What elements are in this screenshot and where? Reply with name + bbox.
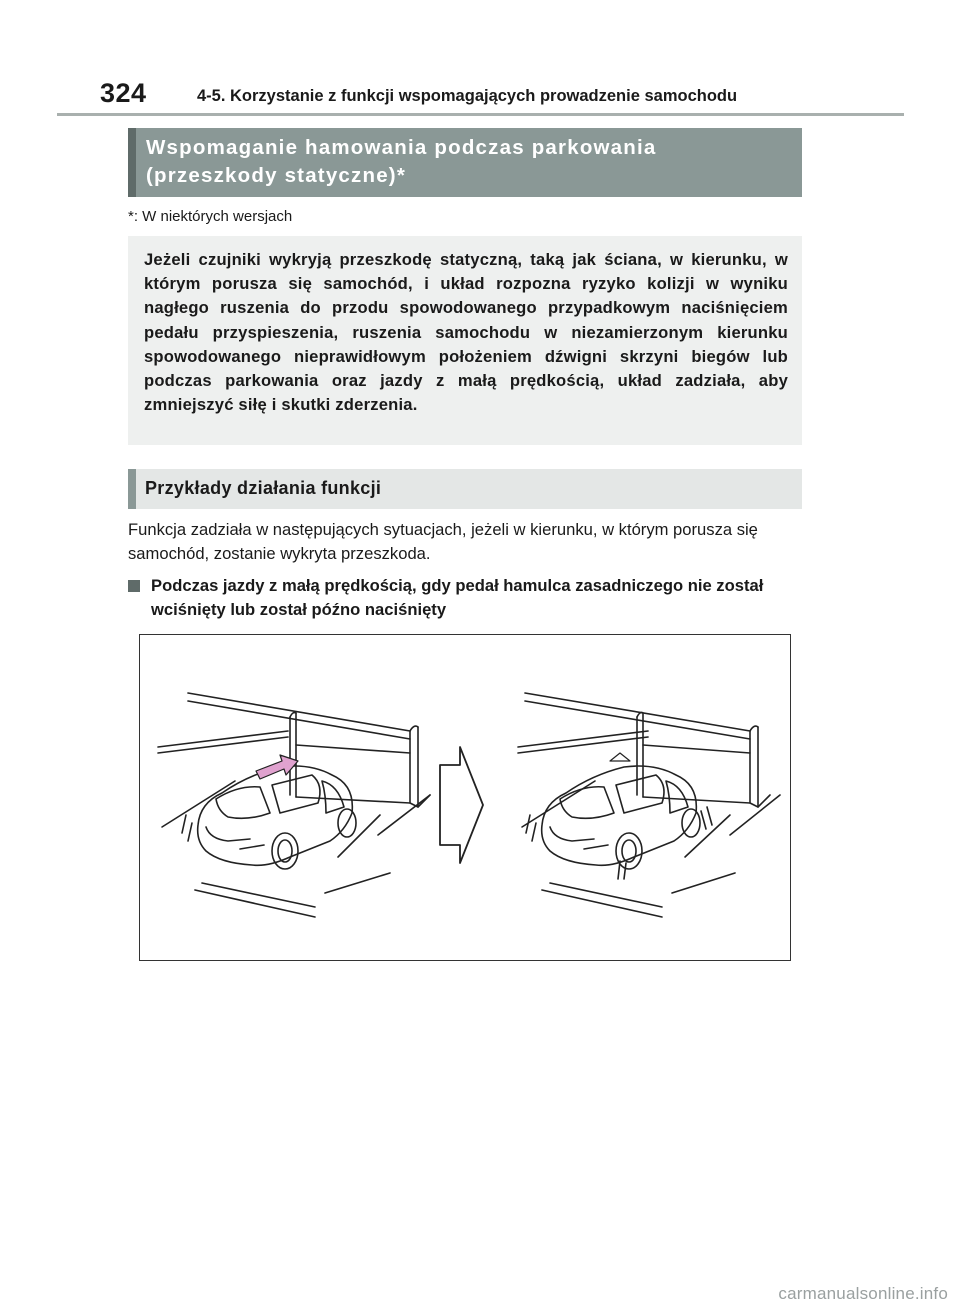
intro-box bbox=[128, 236, 802, 445]
examples-body: Funkcja zadziała w następujących sytuacjach, jeżeli w kierunku, w którym porusza się samochód, zostanie wykryta przeszkoda. bbox=[128, 520, 758, 563]
scene-after bbox=[518, 693, 780, 917]
car-before bbox=[182, 766, 356, 869]
section-title-line2: (przeszkody statyczne)* bbox=[146, 164, 407, 187]
examples-banner bbox=[128, 469, 802, 509]
wall bbox=[525, 693, 770, 807]
banner-stripe bbox=[128, 128, 136, 197]
illustration-frame bbox=[139, 634, 791, 961]
parking-illustration bbox=[140, 635, 789, 959]
page-number: 324 bbox=[100, 78, 147, 108]
wall bbox=[188, 693, 430, 807]
chapter-title: 4-5. Korzystanie z funkcji wspomagających prowadzenie samochodu bbox=[197, 87, 738, 105]
section-title bbox=[136, 128, 657, 197]
case-heading bbox=[128, 574, 808, 622]
section-banner bbox=[128, 128, 802, 197]
car-after bbox=[526, 766, 712, 879]
banner-stripe bbox=[128, 469, 136, 509]
footnote: *: W niektórych wersjach bbox=[128, 208, 293, 225]
examples-title: Przykłady działania funkcji bbox=[145, 478, 382, 498]
scene-before bbox=[158, 693, 430, 917]
transition-arrow-icon bbox=[440, 747, 483, 863]
motion-arrow-icon bbox=[256, 755, 298, 779]
warning-chevron-icon bbox=[610, 753, 630, 761]
square-bullet-icon bbox=[128, 580, 140, 592]
header-rule bbox=[57, 113, 904, 116]
intro-text: Jeżeli czujniki wykryją przeszkodę statyczną, taką jak ściana, w kierunku, w którym porusza się samochód, i układ rozpozna ryzyko kolizji w wyniku nagłego ruszenia do przodu spowodowanego przypadkowym naciśnięciem pedału przyspieszenia, ruszenia samochodu w niezamierzonym kierunku spowodowanego nieprawidłowym położeniem dźwigni skrzyni biegów lub podczas parkowania oraz jazdy z małą prędkością, układ zadziała, aby zmniejszyć siłę i skutki zderzenia. bbox=[144, 250, 788, 415]
case-heading-text: Podczas jazdy z małą prędkością, gdy pedał hamulca zasadniczego nie został wciśnięty lub został późno naciśnięty bbox=[151, 576, 764, 619]
watermark: carmanualsonline.info bbox=[778, 1284, 948, 1303]
section-title-line1: Wspomaganie hamowania podczas parkowania bbox=[146, 136, 657, 159]
